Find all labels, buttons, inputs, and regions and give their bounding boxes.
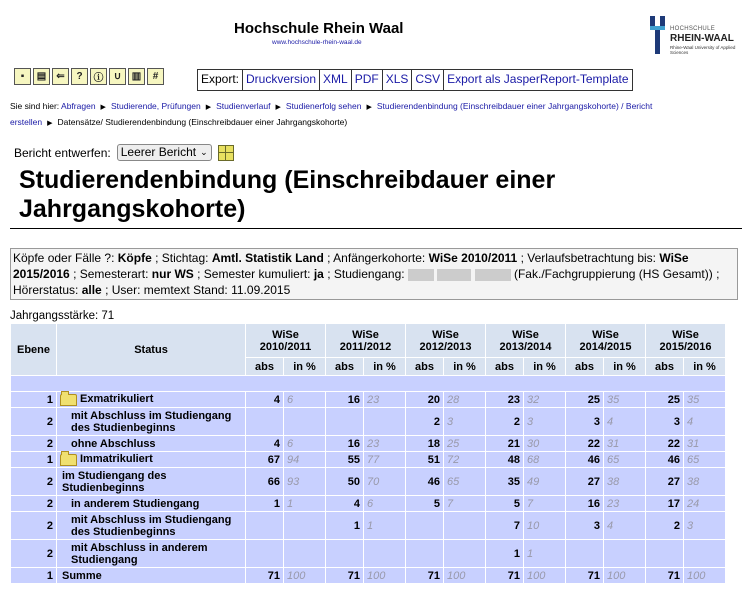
- cell-percent: 38: [684, 468, 726, 496]
- cell-percent: 65: [604, 452, 646, 468]
- table-row: [11, 436, 726, 452]
- column-header-semester: WiSe 2014/2015: [566, 324, 646, 358]
- cell-abs: 1: [326, 512, 364, 540]
- column-header-semester: WiSe 2013/2014: [486, 324, 566, 358]
- folder-icon[interactable]: [60, 454, 77, 466]
- cell-percent: [444, 512, 486, 540]
- cell-abs: 55: [326, 452, 364, 468]
- subheader-abs: abs: [246, 358, 284, 376]
- filter-key-kohorte: ; Anfängerkohorte:: [327, 251, 426, 265]
- cell-abs: 46: [406, 468, 444, 496]
- cell-abs: 16: [326, 392, 364, 408]
- cell-percent: 3: [444, 408, 486, 436]
- cell-abs: [246, 540, 284, 568]
- cell-percent: 100: [284, 568, 326, 584]
- cell-percent: [684, 540, 726, 568]
- help-icon[interactable]: ?: [71, 68, 88, 85]
- layout-grid-icon[interactable]: [218, 145, 234, 161]
- cell-abs: 50: [326, 468, 364, 496]
- info-icon[interactable]: ⓘ: [90, 68, 107, 85]
- cell-percent: 4: [684, 408, 726, 436]
- status-label: in anderem Studiengang: [71, 497, 200, 510]
- cell-abs: 2: [646, 512, 684, 540]
- cell-status: [57, 468, 246, 496]
- cell-abs: 3: [646, 408, 684, 436]
- cell-percent: [364, 408, 406, 436]
- subheader-pct: in %: [604, 358, 646, 376]
- cell-ebene: 2: [11, 468, 57, 496]
- subheader-abs: abs: [326, 358, 364, 376]
- cell-abs: 3: [566, 408, 604, 436]
- cell-abs: 16: [326, 436, 364, 452]
- cell-abs: 21: [486, 436, 524, 452]
- chevron-down-icon: ⌄: [200, 147, 208, 157]
- filter-value-studiengang: (Fak./Fachgruppierung (HS Gesamt)): [513, 267, 713, 281]
- cell-abs: 22: [646, 436, 684, 452]
- status-label: mit Abschluss im Studiengang des Studienbeginns: [71, 513, 232, 538]
- cell-percent: 70: [364, 468, 406, 496]
- cell-percent: 100: [604, 568, 646, 584]
- cell-ebene: 2: [11, 512, 57, 540]
- export-bar: [197, 69, 633, 91]
- cell-percent: 1: [364, 512, 406, 540]
- cell-abs: [646, 540, 684, 568]
- cell-status: [57, 568, 246, 584]
- cell-abs: 51: [406, 452, 444, 468]
- cell-ebene: 1: [11, 392, 57, 408]
- cell-abs: 25: [566, 392, 604, 408]
- cell-abs: 46: [646, 452, 684, 468]
- table-row: [11, 512, 726, 540]
- cell-abs: 20: [406, 392, 444, 408]
- report-design-row: [14, 144, 234, 161]
- breadcrumb-item-studienerfolg[interactable]: Studienerfolg sehen: [285, 101, 362, 111]
- breadcrumb-current: Datensätze/ Studierendenbindung (Einschreibdauer einer Jahrgangskohorte): [57, 117, 348, 127]
- cell-abs: 71: [246, 568, 284, 584]
- logo-text-main: RHEIN-WAAL: [670, 33, 734, 44]
- cell-abs: [566, 540, 604, 568]
- cell-abs: 71: [566, 568, 604, 584]
- export-csv-link[interactable]: CSV: [412, 70, 444, 90]
- page-title: Studierendenbindung (Einschreibdauer einer Jahrgangskohorte): [19, 166, 556, 223]
- cell-status: [57, 496, 246, 512]
- folder-icon[interactable]: [60, 394, 77, 406]
- cell-abs: [326, 408, 364, 436]
- cell-percent: [364, 540, 406, 568]
- export-jasper-link[interactable]: Export als JasperReport-Template: [447, 72, 629, 86]
- redacted-block: [437, 269, 471, 281]
- cell-abs: 4: [246, 436, 284, 452]
- filter-value-koepfe: Köpfe: [117, 251, 152, 265]
- logo-mark-icon: [648, 16, 670, 56]
- subheader-abs: abs: [646, 358, 684, 376]
- cell-abs: 23: [486, 392, 524, 408]
- cell-ebene: 2: [11, 408, 57, 436]
- cell-percent: 3: [684, 512, 726, 540]
- table-row: [11, 392, 726, 408]
- subheader-pct: in %: [684, 358, 726, 376]
- breadcrumb-prefix: Sie sind hier:: [10, 101, 60, 111]
- chevron-right-icon: ▶: [275, 104, 281, 111]
- table-row: [11, 540, 726, 568]
- breadcrumb: [10, 99, 720, 131]
- cell-abs: 22: [566, 436, 604, 452]
- cell-percent: 3: [524, 408, 566, 436]
- cell-percent: 24: [684, 496, 726, 512]
- cell-percent: 49: [524, 468, 566, 496]
- cell-percent: [284, 512, 326, 540]
- cell-percent: 31: [604, 436, 646, 452]
- table-icon[interactable]: ▥: [128, 68, 145, 85]
- grid-icon[interactable]: #: [147, 68, 164, 85]
- cell-percent: 10: [524, 512, 566, 540]
- cell-percent: 23: [364, 436, 406, 452]
- status-label: Exmatrikuliert: [80, 393, 154, 406]
- cell-percent: 7: [444, 496, 486, 512]
- export-xml-link[interactable]: XML: [320, 70, 352, 90]
- cell-abs: [246, 408, 284, 436]
- export-pdf-link[interactable]: PDF: [352, 70, 383, 90]
- redacted-block: [475, 269, 511, 281]
- cell-percent: 65: [684, 452, 726, 468]
- cell-percent: [284, 540, 326, 568]
- cell-percent: 6: [284, 436, 326, 452]
- cell-abs: 71: [406, 568, 444, 584]
- chevron-right-icon: ▶: [366, 104, 372, 111]
- cell-abs: 25: [646, 392, 684, 408]
- cell-ebene: 1: [11, 568, 57, 584]
- back-icon[interactable]: ⇐: [52, 68, 69, 85]
- status-label: im Studiengang des Studienbeginns: [62, 469, 167, 494]
- column-header-status: Status: [57, 324, 246, 376]
- filter-key-stichtag: ; Stichtag:: [155, 251, 209, 265]
- cell-percent: 1: [524, 540, 566, 568]
- cell-abs: 5: [486, 496, 524, 512]
- column-header-semester: WiSe 2011/2012: [326, 324, 406, 358]
- filter-value-stichtag: Amtl. Statistik Land: [211, 251, 324, 265]
- table-row: [11, 408, 726, 436]
- cell-abs: [246, 512, 284, 540]
- status-label: mit Abschluss im Studiengang des Studienbeginns: [71, 409, 232, 434]
- cell-ebene: 2: [11, 540, 57, 568]
- university-logo: [646, 16, 742, 58]
- cell-percent: [604, 540, 646, 568]
- cell-percent: 94: [284, 452, 326, 468]
- cell-percent: 77: [364, 452, 406, 468]
- logo-text-sub: Rhine-Waal University of Applied Sciences: [670, 45, 736, 55]
- cell-percent: 6: [364, 496, 406, 512]
- chevron-right-icon: ▶: [47, 120, 53, 127]
- cell-percent: 6: [284, 392, 326, 408]
- cell-percent: 1: [284, 496, 326, 512]
- status-label: Summe: [62, 569, 102, 582]
- cell-status[interactable]: [57, 392, 246, 408]
- header-title: Hochschule Rhein Waal: [234, 20, 404, 37]
- cell-status: [57, 512, 246, 540]
- cell-percent: 68: [524, 452, 566, 468]
- cell-abs: 4: [326, 496, 364, 512]
- cell-abs: [406, 540, 444, 568]
- breadcrumb-item-studierende[interactable]: Studierende, Prüfungen: [110, 101, 201, 111]
- cell-percent: 31: [684, 436, 726, 452]
- column-header-semester: WiSe 2010/2011: [246, 324, 326, 358]
- cell-abs: 71: [326, 568, 364, 584]
- cell-abs: 46: [566, 452, 604, 468]
- filter-key-koepfe: Köpfe oder Fälle ?:: [13, 251, 115, 265]
- cell-percent: 72: [444, 452, 486, 468]
- export-xls-link[interactable]: XLS: [383, 70, 413, 90]
- cell-percent: 4: [604, 512, 646, 540]
- cell-abs: 35: [486, 468, 524, 496]
- filter-key-kumuliert: ; Semester kumuliert:: [197, 267, 311, 281]
- cell-percent: 38: [604, 468, 646, 496]
- cell-abs: 16: [566, 496, 604, 512]
- export-druckversion-link[interactable]: Druckversion: [243, 70, 320, 90]
- cell-abs: 2: [486, 408, 524, 436]
- column-header-ebene: Ebene: [11, 324, 57, 376]
- report-design-label: Bericht entwerfen:: [14, 145, 111, 160]
- cell-status: [57, 408, 246, 436]
- filter-user-stand: ; User: memtext Stand: 11.09.2015: [105, 283, 291, 297]
- cell-percent: 93: [284, 468, 326, 496]
- cell-ebene: 2: [11, 436, 57, 452]
- status-label: ohne Abschluss: [71, 437, 156, 450]
- subheader-pct: in %: [444, 358, 486, 376]
- save-icon[interactable]: ▪: [14, 68, 31, 85]
- cell-abs: 5: [406, 496, 444, 512]
- table-row: [11, 468, 726, 496]
- cell-percent: 100: [684, 568, 726, 584]
- filter-key-hoererstatus: ; Hörerstatus:: [13, 267, 720, 297]
- cell-abs: 3: [566, 512, 604, 540]
- cell-status[interactable]: [57, 452, 246, 468]
- cell-percent: 65: [444, 468, 486, 496]
- cell-abs: 7: [486, 512, 524, 540]
- table-row: [11, 496, 726, 512]
- cell-abs: 1: [486, 540, 524, 568]
- results-table: [10, 323, 726, 584]
- status-label: mit Abschluss in anderem Studiengang: [71, 541, 208, 566]
- table-body: [11, 392, 726, 584]
- logo-text-top: HOCHSCHULE: [670, 26, 716, 32]
- table-row: [11, 568, 726, 584]
- column-header-semester: WiSe 2015/2016: [646, 324, 726, 358]
- cell-abs: 71: [646, 568, 684, 584]
- jahrgangsstaerke: Jahrgangsstärke: 71: [10, 310, 115, 322]
- cell-percent: 4: [604, 408, 646, 436]
- filter-value-hoererstatus: alle: [81, 283, 102, 297]
- cell-percent: 32: [524, 392, 566, 408]
- cell-abs: 71: [486, 568, 524, 584]
- cell-percent: 30: [524, 436, 566, 452]
- export-label: Export:: [198, 70, 243, 90]
- chevron-right-icon: ▶: [100, 104, 106, 111]
- cell-percent: 23: [604, 496, 646, 512]
- title-divider: [10, 228, 742, 229]
- subheader-abs: abs: [406, 358, 444, 376]
- cell-ebene: 1: [11, 452, 57, 468]
- filter-value-kumuliert: ja: [313, 267, 324, 281]
- redacted-block: [408, 269, 434, 281]
- cell-status: [57, 540, 246, 568]
- filter-key-semesterart: ; Semesterart:: [73, 267, 149, 281]
- cell-percent: 35: [604, 392, 646, 408]
- cell-abs: 4: [246, 392, 284, 408]
- status-label: Immatrikuliert: [80, 453, 153, 466]
- cell-abs: 2: [406, 408, 444, 436]
- cell-percent: [284, 408, 326, 436]
- subheader-pct: in %: [364, 358, 406, 376]
- cell-percent: [444, 540, 486, 568]
- filter-value-semesterart: nur WS: [151, 267, 194, 281]
- cell-abs: 48: [486, 452, 524, 468]
- cell-status: [57, 436, 246, 452]
- report-template-select[interactable]: [117, 144, 212, 161]
- cell-percent: 7: [524, 496, 566, 512]
- table-row: [11, 452, 726, 468]
- cell-abs: 17: [646, 496, 684, 512]
- cell-abs: 66: [246, 468, 284, 496]
- cell-abs: [326, 540, 364, 568]
- breadcrumb-item-bericht[interactable]: Studierendenbindung (Einschreibdauer einer Jahrgangskohorte) / Bericht erstellen: [10, 101, 653, 127]
- cell-percent: 100: [444, 568, 486, 584]
- cell-abs: 27: [566, 468, 604, 496]
- filter-value-kohorte: WiSe 2010/2011: [428, 251, 518, 265]
- cell-ebene: 2: [11, 496, 57, 512]
- filter-value-verlauf: WiSe 2015/2016: [13, 251, 689, 281]
- filter-key-verlauf: ; Verlaufsbetrachtung bis:: [520, 251, 656, 265]
- cell-abs: 1: [246, 496, 284, 512]
- report-template-value: Leerer Bericht: [120, 145, 197, 159]
- toolbar: [14, 68, 164, 88]
- filter-summary: [10, 248, 738, 300]
- cell-abs: 18: [406, 436, 444, 452]
- cell-percent: 25: [444, 436, 486, 452]
- subheader-abs: abs: [486, 358, 524, 376]
- print-icon[interactable]: ▤: [33, 68, 50, 85]
- breadcrumb-item-studienverlauf[interactable]: Studienverlauf: [216, 101, 271, 111]
- subheader-pct: in %: [284, 358, 326, 376]
- cell-percent: 100: [364, 568, 406, 584]
- column-header-semester: WiSe 2012/2013: [406, 324, 486, 358]
- subheader-pct: in %: [524, 358, 566, 376]
- subheader-abs: abs: [566, 358, 604, 376]
- header-website-link[interactable]: www.hochschule-rhein-waal.de: [272, 39, 362, 46]
- chevron-right-icon: ▶: [205, 104, 212, 111]
- cell-abs: [406, 512, 444, 540]
- cell-percent: 35: [684, 392, 726, 408]
- cell-percent: 28: [444, 392, 486, 408]
- filter-key-studiengang: ; Studiengang:: [327, 267, 405, 281]
- cell-percent: 100: [524, 568, 566, 584]
- cell-percent: 23: [364, 392, 406, 408]
- cell-abs: 27: [646, 468, 684, 496]
- cell-abs: 67: [246, 452, 284, 468]
- breadcrumb-item-abfragen[interactable]: Abfragen: [61, 101, 96, 111]
- filter-icon[interactable]: ∪: [109, 68, 126, 85]
